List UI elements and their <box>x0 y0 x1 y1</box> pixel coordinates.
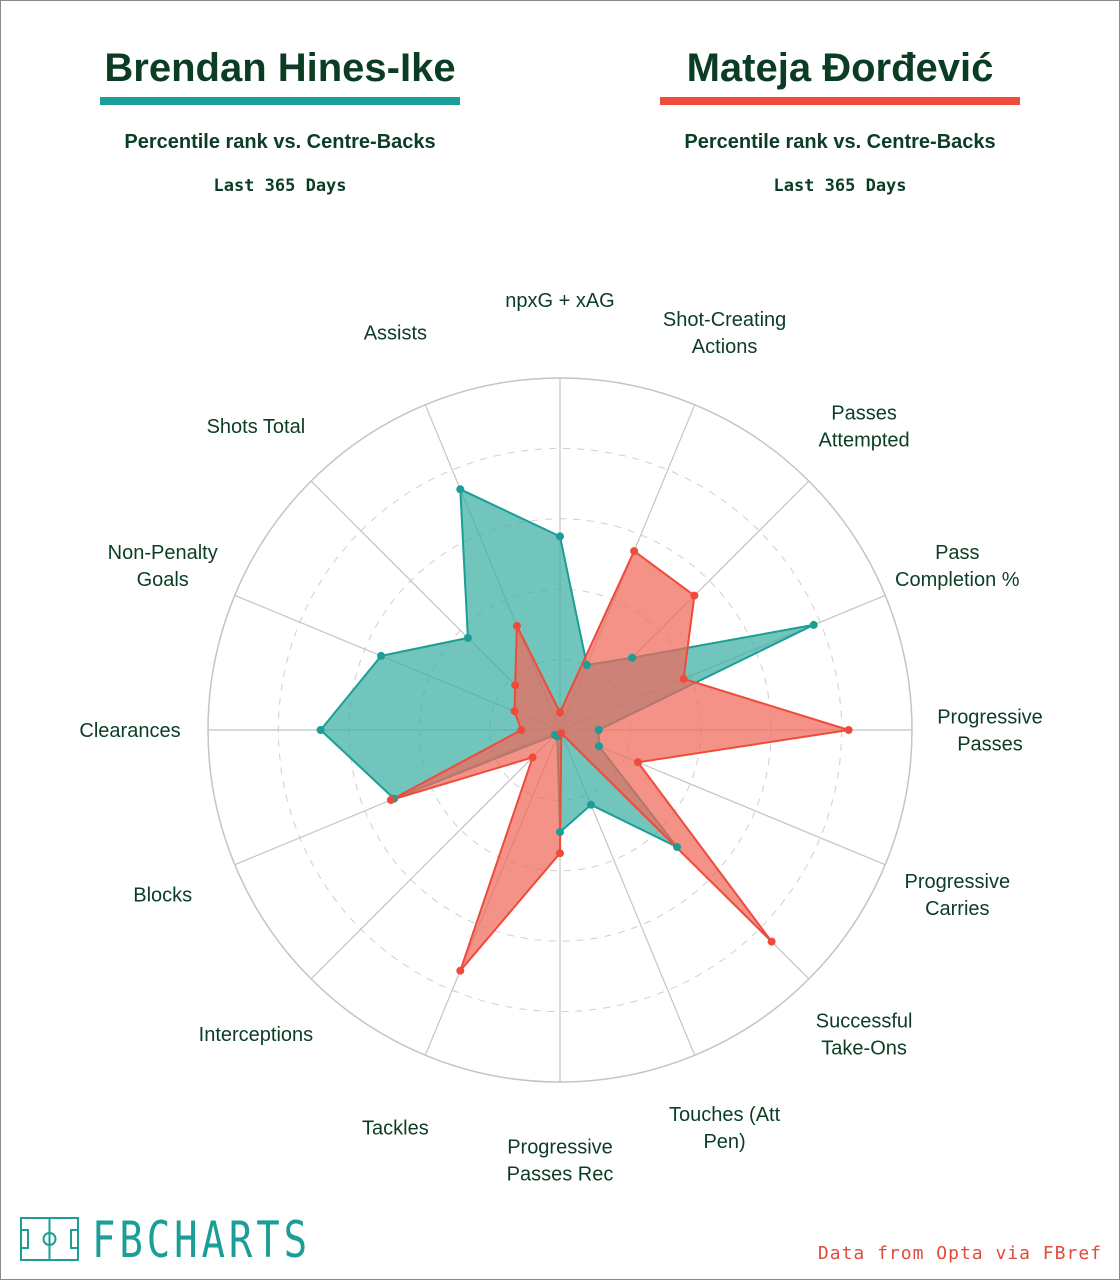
series-1-point-1 <box>583 661 591 669</box>
series-1-point-14 <box>464 634 472 642</box>
series-1-point-4 <box>595 726 603 734</box>
logo-text: FBCHARTS <box>92 1211 312 1269</box>
axis-label-11-line-0: Blocks <box>133 884 193 907</box>
series-2-point-11 <box>387 796 395 804</box>
series-2-point-14 <box>511 681 519 689</box>
series-2-point-3 <box>680 675 688 683</box>
axis-label-5-line-1: Carries <box>925 898 990 921</box>
axis-label-5 <box>904 871 1010 920</box>
series-1-point-8 <box>556 828 564 836</box>
axis-label-6-line-0: Successful <box>815 1010 913 1033</box>
axis-label-4-line-1: Passes <box>957 733 1023 756</box>
series-1-point-12 <box>317 726 325 734</box>
axis-label-10 <box>199 1024 314 1046</box>
axis-label-1 <box>663 309 786 358</box>
axis-label-0 <box>505 290 615 312</box>
axis-label-3-line-1: Completion % <box>895 568 1020 591</box>
series-2-point-1 <box>630 547 638 555</box>
axis-label-2-line-0: Passes <box>831 402 897 425</box>
axis-label-15 <box>364 323 427 345</box>
series-2-point-12 <box>517 726 525 734</box>
series-2-point-13 <box>511 707 519 715</box>
series-1-point-7 <box>587 801 595 809</box>
axis-label-12-line-0: Clearances <box>79 720 181 742</box>
axis-label-1-line-0: Shot-Creating <box>662 309 787 332</box>
series-area-1 <box>321 489 814 847</box>
axis-label-5-line-0: Progressive <box>904 871 1011 894</box>
series-2-point-4 <box>845 726 853 734</box>
series-1-point-2 <box>628 654 636 662</box>
axis-label-11 <box>133 885 192 907</box>
series-2-point-8 <box>556 849 564 857</box>
axis-label-4 <box>937 707 1043 756</box>
axis-label-2-line-1: Attempted <box>818 429 910 452</box>
axis-label-13-line-0: Non-Penalty <box>107 541 218 564</box>
series-2-point-15 <box>513 622 521 630</box>
series-2-point-9 <box>456 967 464 975</box>
series-2-point-2 <box>690 592 698 600</box>
player-2-period: Last 365 Days <box>773 176 907 196</box>
series-2-point-0 <box>556 708 564 716</box>
axis-label-3-line-0: Pass <box>935 541 980 564</box>
axis-label-10-line-0: Interceptions <box>198 1024 314 1047</box>
axis-label-13 <box>108 542 218 591</box>
axis-label-4-line-0: Progressive <box>937 706 1043 729</box>
source-note: Data from Opta via FBref <box>817 1243 1102 1264</box>
player-1-subtitle: Percentile rank vs. Centre-Backs <box>124 131 436 153</box>
series-2-point-10 <box>529 753 537 761</box>
player-2-name: Mateja Đorđević <box>686 46 994 90</box>
axis-label-1-line-1: Actions <box>691 336 758 359</box>
series-1-point-13 <box>377 652 385 660</box>
axis-label-8-line-1: Passes Rec <box>506 1163 614 1186</box>
axis-label-15-line-0: Assists <box>363 322 428 345</box>
axis-label-7-line-1: Pen) <box>703 1130 746 1153</box>
axis-label-3 <box>895 542 1020 591</box>
axis-label-8-line-0: Progressive <box>507 1136 613 1159</box>
axis-label-12 <box>79 720 180 742</box>
player-1-period: Last 365 Days <box>213 176 347 196</box>
axis-label-8 <box>507 1137 614 1186</box>
axis-label-7-line-0: Touches (Att <box>669 1103 781 1126</box>
series-2-point-5 <box>634 758 642 766</box>
player-2-subtitle: Percentile rank vs. Centre-Backs <box>684 131 996 153</box>
axis-label-9-line-0: Tackles <box>362 1117 429 1140</box>
axis-label-14 <box>207 416 306 438</box>
player-1-name: Brendan Hines-Ike <box>104 46 456 90</box>
axis-label-7 <box>669 1104 781 1153</box>
series-1-point-15 <box>456 485 464 493</box>
axis-label-0-line-0: npxG + xAG <box>505 290 615 312</box>
series-1-point-6 <box>673 843 681 851</box>
series-1-point-5 <box>595 742 603 750</box>
axis-label-6-line-1: Take-Ons <box>821 1037 907 1060</box>
series-1-point-0 <box>556 532 564 540</box>
series-1-point-3 <box>810 621 818 629</box>
axis-label-9 <box>362 1117 429 1139</box>
axis-label-6 <box>816 1011 913 1060</box>
series-2-point-7 <box>557 729 565 737</box>
axis-label-2 <box>819 402 910 451</box>
series-2-point-6 <box>768 938 776 946</box>
axis-label-14-line-0: Shots Total <box>206 415 306 438</box>
axis-label-13-line-1: Goals <box>136 568 189 591</box>
